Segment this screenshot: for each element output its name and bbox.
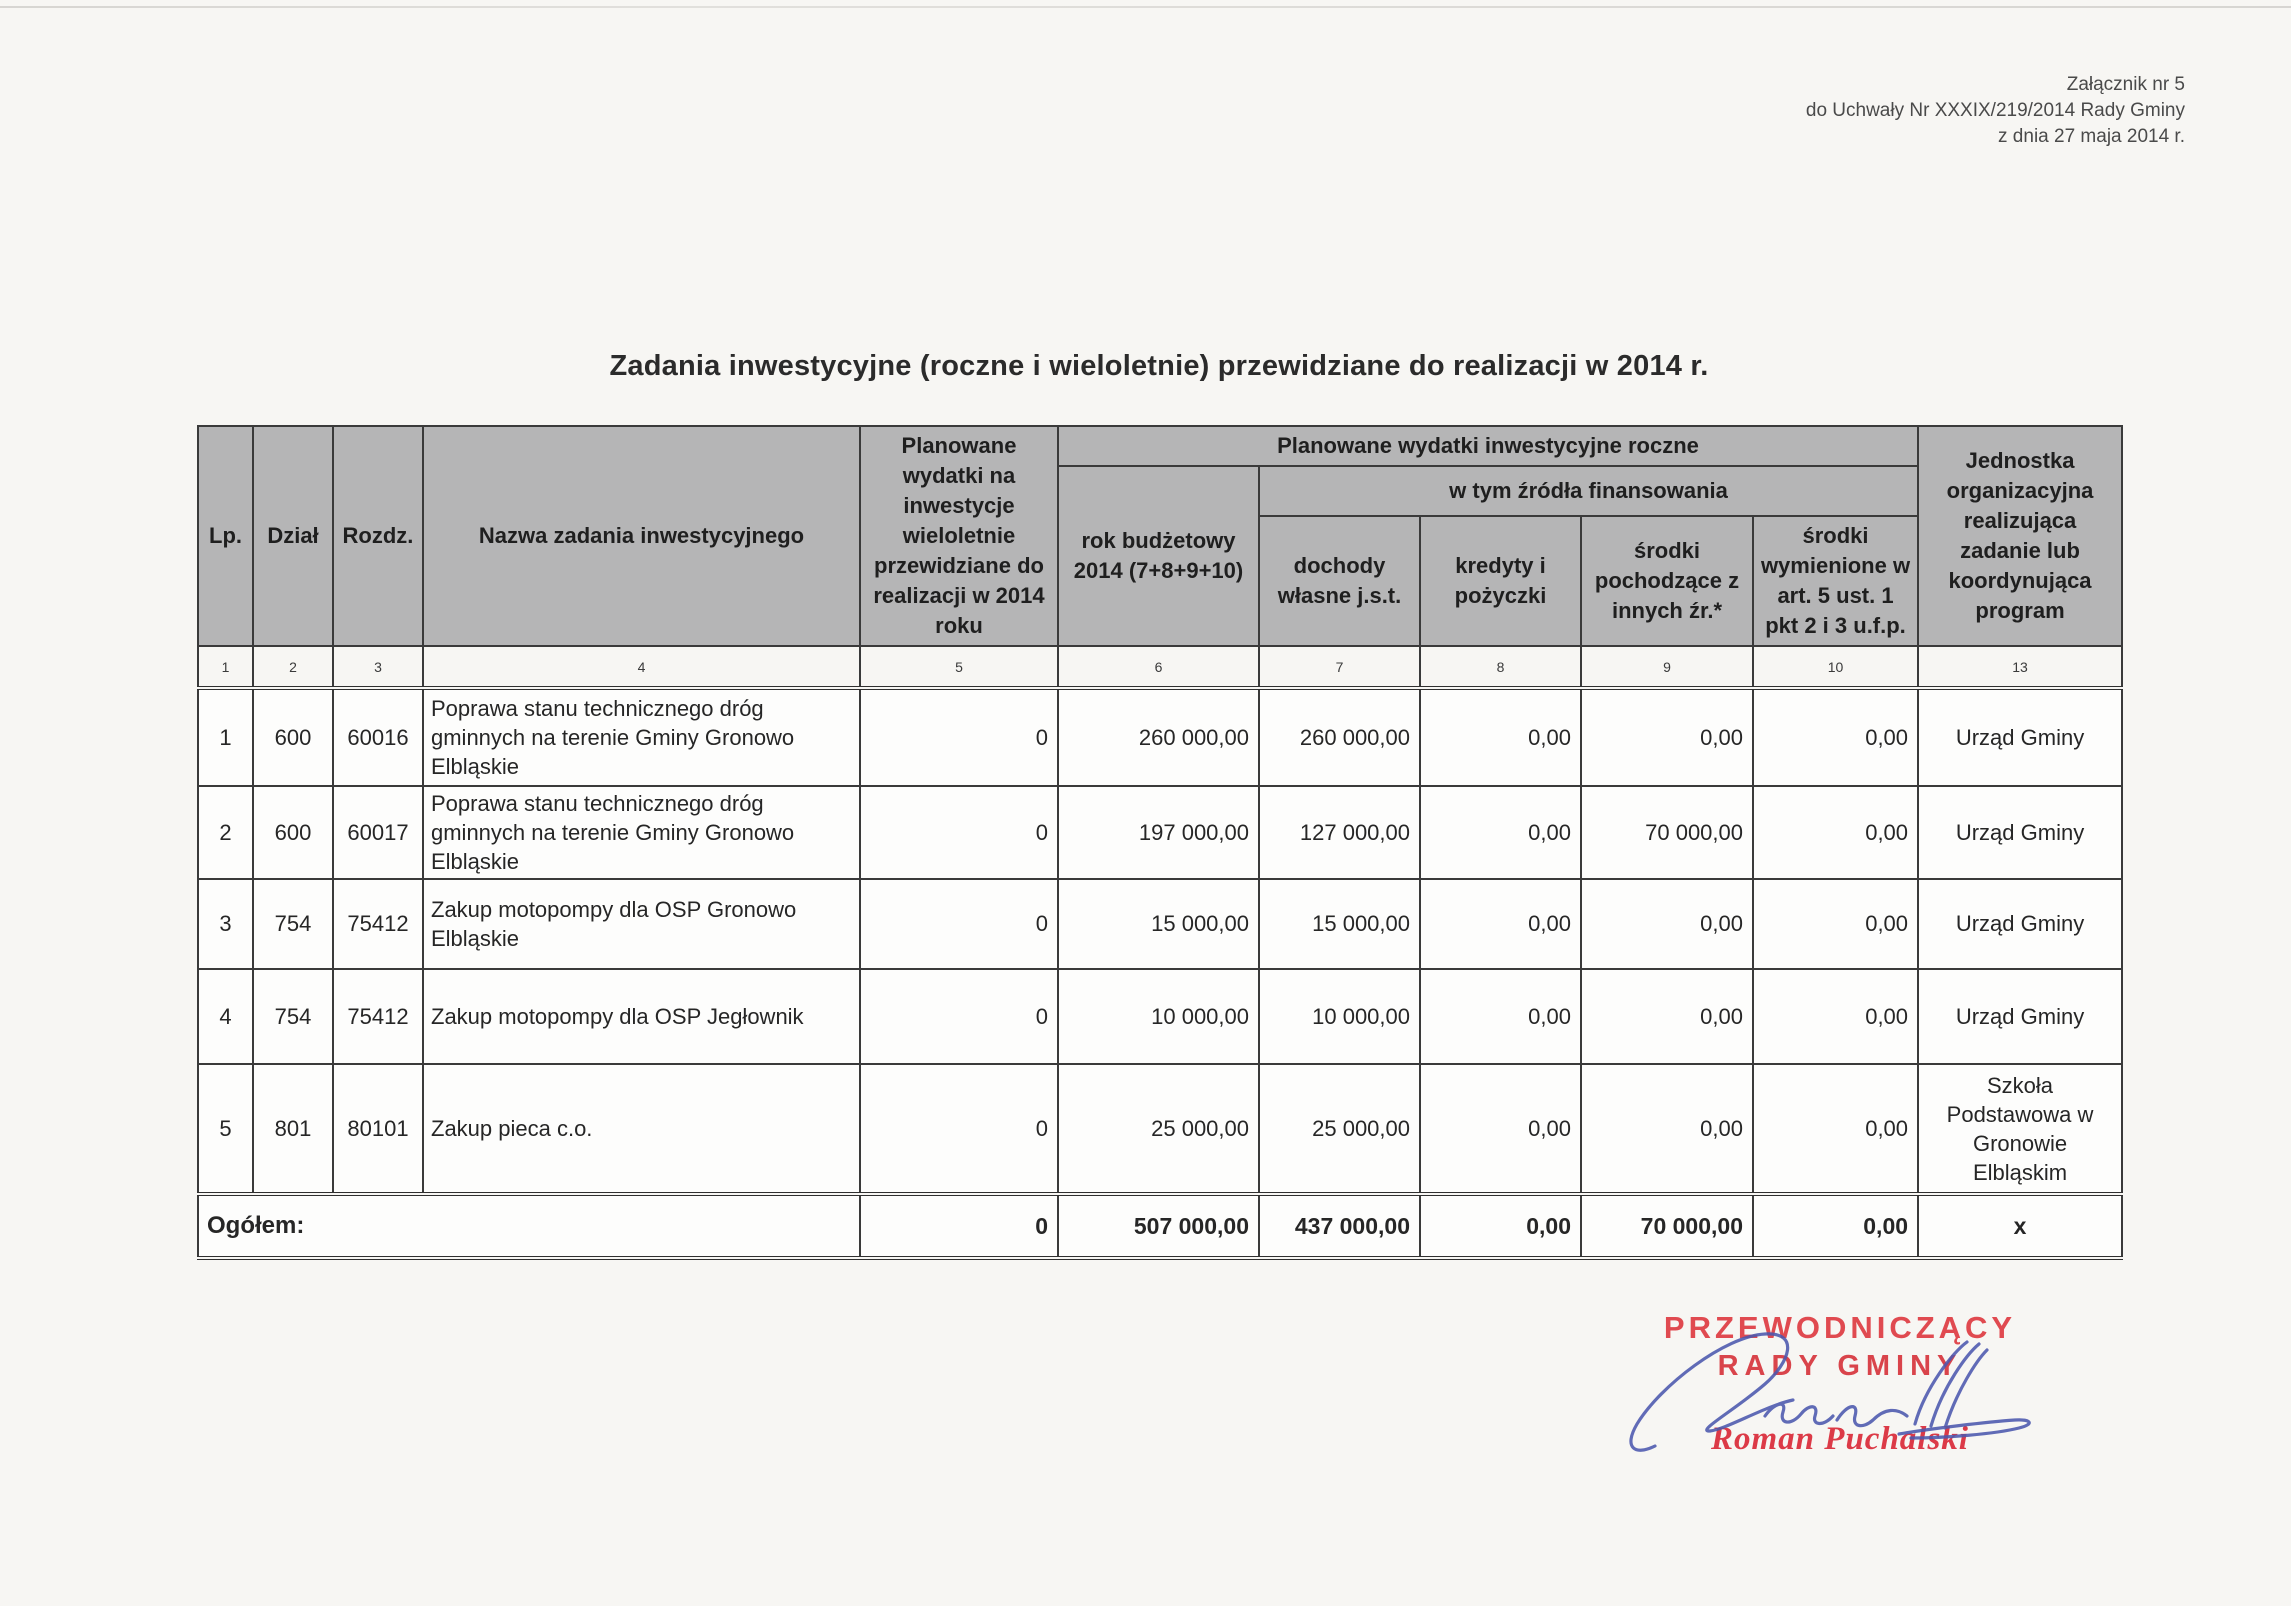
table-row: [198, 969, 2122, 1064]
page-title: Zadania inwestycyjne (roczne i wieloletnie) przewidziane do realizacji w 2014 r.: [609, 350, 1709, 382]
total-jednostka: x: [1918, 1194, 2122, 1258]
table-row: [198, 879, 2122, 969]
cell-kredyty: 0,00: [1420, 969, 1581, 1064]
cell-jednostka: Urząd Gminy: [1918, 688, 2122, 786]
cell-rozdz: 60017: [333, 786, 423, 879]
total-srodki-ufp: 0,00: [1753, 1194, 1918, 1258]
cell-srodki-ufp: 0,00: [1753, 1064, 1918, 1194]
cell-dzial: 801: [253, 1064, 333, 1194]
cell-rozdz: 75412: [333, 969, 423, 1064]
cell-nazwa: Zakup motopompy dla OSP Jegłownik: [423, 969, 860, 1064]
stamp-title-line2: RADY GMINY: [1717, 1350, 1963, 1382]
cell-dzial: 754: [253, 879, 333, 969]
header-kredyty: kredyty i pożyczki: [1420, 516, 1581, 646]
cell-jednostka: Urząd Gminy: [1918, 969, 2122, 1064]
cell-srodki-inne: 0,00: [1581, 688, 1753, 786]
cell-lp: 5: [198, 1064, 253, 1194]
total-dochody: 437 000,00: [1259, 1194, 1420, 1258]
cell-srodki-inne: 70 000,00: [1581, 786, 1753, 879]
cell-srodki-inne: 0,00: [1581, 1064, 1753, 1194]
cell-rok-budzetowy: 10 000,00: [1058, 969, 1259, 1064]
total-srodki-inne: 70 000,00: [1581, 1194, 1753, 1258]
colnum: 9: [1581, 646, 1753, 688]
header-group-zrodla: w tym źródła finansowania: [1259, 466, 1918, 516]
cell-dochody: 15 000,00: [1259, 879, 1420, 969]
total-row: [198, 1194, 2122, 1258]
colnum: 1: [198, 646, 253, 688]
colnum: 3: [333, 646, 423, 688]
signature-name: Roman Puchalski: [1711, 1421, 1969, 1457]
cell-kredyty: 0,00: [1420, 879, 1581, 969]
header-dzial: Dział: [253, 426, 333, 646]
cell-rok-budzetowy: 25 000,00: [1058, 1064, 1259, 1194]
cell-rozdz: 80101: [333, 1064, 423, 1194]
table-row: [198, 1064, 2122, 1194]
cell-rozdz: 60016: [333, 688, 423, 786]
cell-jednostka: Urząd Gminy: [1918, 879, 2122, 969]
cell-nazwa: Poprawa stanu technicznego dróg gminnych na terenie Gminy Gronowo Elbląskie: [423, 786, 860, 879]
cell-srodki-ufp: 0,00: [1753, 969, 1918, 1064]
header-wieloletnie: Planowane wydatki na inwestycje wieloletnie przewidziane do realizacji w 2014 roku: [860, 426, 1058, 646]
cell-wieloletnie: 0: [860, 1064, 1058, 1194]
cell-dzial: 754: [253, 969, 333, 1064]
cell-srodki-ufp: 0,00: [1753, 688, 1918, 786]
header-group-roczne: Planowane wydatki inwestycyjne roczne: [1058, 426, 1918, 466]
colnum: 8: [1420, 646, 1581, 688]
stamp-title-line1: PRZEWODNICZĄCY: [1663, 1310, 2017, 1345]
cell-wieloletnie: 0: [860, 879, 1058, 969]
table-row: [198, 688, 2122, 786]
cell-dochody: 10 000,00: [1259, 969, 1420, 1064]
total-wieloletnie: 0: [860, 1194, 1058, 1258]
attachment-reference: [1806, 72, 2185, 150]
header-lp: Lp.: [198, 426, 253, 646]
colnum: 13: [1918, 646, 2122, 688]
cell-srodki-ufp: 0,00: [1753, 879, 1918, 969]
colnum: 2: [253, 646, 333, 688]
cell-wieloletnie: 0: [860, 969, 1058, 1064]
header-rok-budzetowy: rok budżetowy 2014 (7+8+9+10): [1058, 466, 1259, 646]
cell-rok-budzetowy: 197 000,00: [1058, 786, 1259, 879]
cell-jednostka: Urząd Gminy: [1918, 786, 2122, 879]
header-nazwa: Nazwa zadania inwestycyjnego: [423, 426, 860, 646]
cell-nazwa: Poprawa stanu technicznego dróg gminnych na terenie Gminy Gronowo Elbląskie: [423, 688, 860, 786]
signature-block: [1560, 1310, 2120, 1458]
cell-kredyty: 0,00: [1420, 688, 1581, 786]
attachment-resolution: do Uchwały Nr XXXIX/219/2014 Rady Gminy: [1805, 100, 2185, 121]
cell-jednostka: Szkoła Podstawowa w Gronowie Elbląskim: [1918, 1064, 2122, 1194]
header-srodki-inne: środki pochodzące z innych źr.*: [1581, 516, 1753, 646]
cell-nazwa: Zakup pieca c.o.: [423, 1064, 860, 1194]
cell-dochody: 127 000,00: [1259, 786, 1420, 879]
cell-lp: 3: [198, 879, 253, 969]
scan-artifact-line: [0, 6, 2291, 8]
cell-nazwa: Zakup motopompy dla OSP Gronowo Elbląskie: [423, 879, 860, 969]
cell-kredyty: 0,00: [1420, 786, 1581, 879]
header-rozdz: Rozdz.: [333, 426, 423, 646]
cell-lp: 2: [198, 786, 253, 879]
cell-rozdz: 75412: [333, 879, 423, 969]
header-dochody: dochody własne j.s.t.: [1259, 516, 1420, 646]
total-kredyty: 0,00: [1420, 1194, 1581, 1258]
cell-lp: 4: [198, 969, 253, 1064]
table-row: [198, 786, 2122, 879]
cell-rok-budzetowy: 15 000,00: [1058, 879, 1259, 969]
header-jednostka: Jednostka organizacyjna realizująca zadanie lub koordynująca program: [1918, 426, 2122, 646]
header-srodki-ufp: środki wymienione w art. 5 ust. 1 pkt 2 i 3 u.f.p.: [1753, 516, 1918, 646]
cell-wieloletnie: 0: [860, 688, 1058, 786]
attachment-number: Załącznik nr 5: [2066, 74, 2185, 95]
colnum: 5: [860, 646, 1058, 688]
cell-lp: 1: [198, 688, 253, 786]
cell-dochody: 25 000,00: [1259, 1064, 1420, 1194]
cell-kredyty: 0,00: [1420, 1064, 1581, 1194]
cell-dzial: 600: [253, 688, 333, 786]
cell-rok-budzetowy: 260 000,00: [1058, 688, 1259, 786]
total-rok-budzetowy: 507 000,00: [1058, 1194, 1259, 1258]
column-numbers-row: [198, 646, 2122, 688]
investment-tasks-table: [197, 425, 2123, 1260]
cell-wieloletnie: 0: [860, 786, 1058, 879]
cell-srodki-ufp: 0,00: [1753, 786, 1918, 879]
cell-srodki-inne: 0,00: [1581, 879, 1753, 969]
total-label: Ogółem:: [198, 1194, 860, 1258]
colnum: 10: [1753, 646, 1918, 688]
cell-dochody: 260 000,00: [1259, 688, 1420, 786]
colnum: 7: [1259, 646, 1420, 688]
cell-srodki-inne: 0,00: [1581, 969, 1753, 1064]
colnum: 4: [423, 646, 860, 688]
attachment-date: z dnia 27 maja 2014 r.: [1998, 126, 2185, 147]
colnum: 6: [1058, 646, 1259, 688]
cell-dzial: 600: [253, 786, 333, 879]
